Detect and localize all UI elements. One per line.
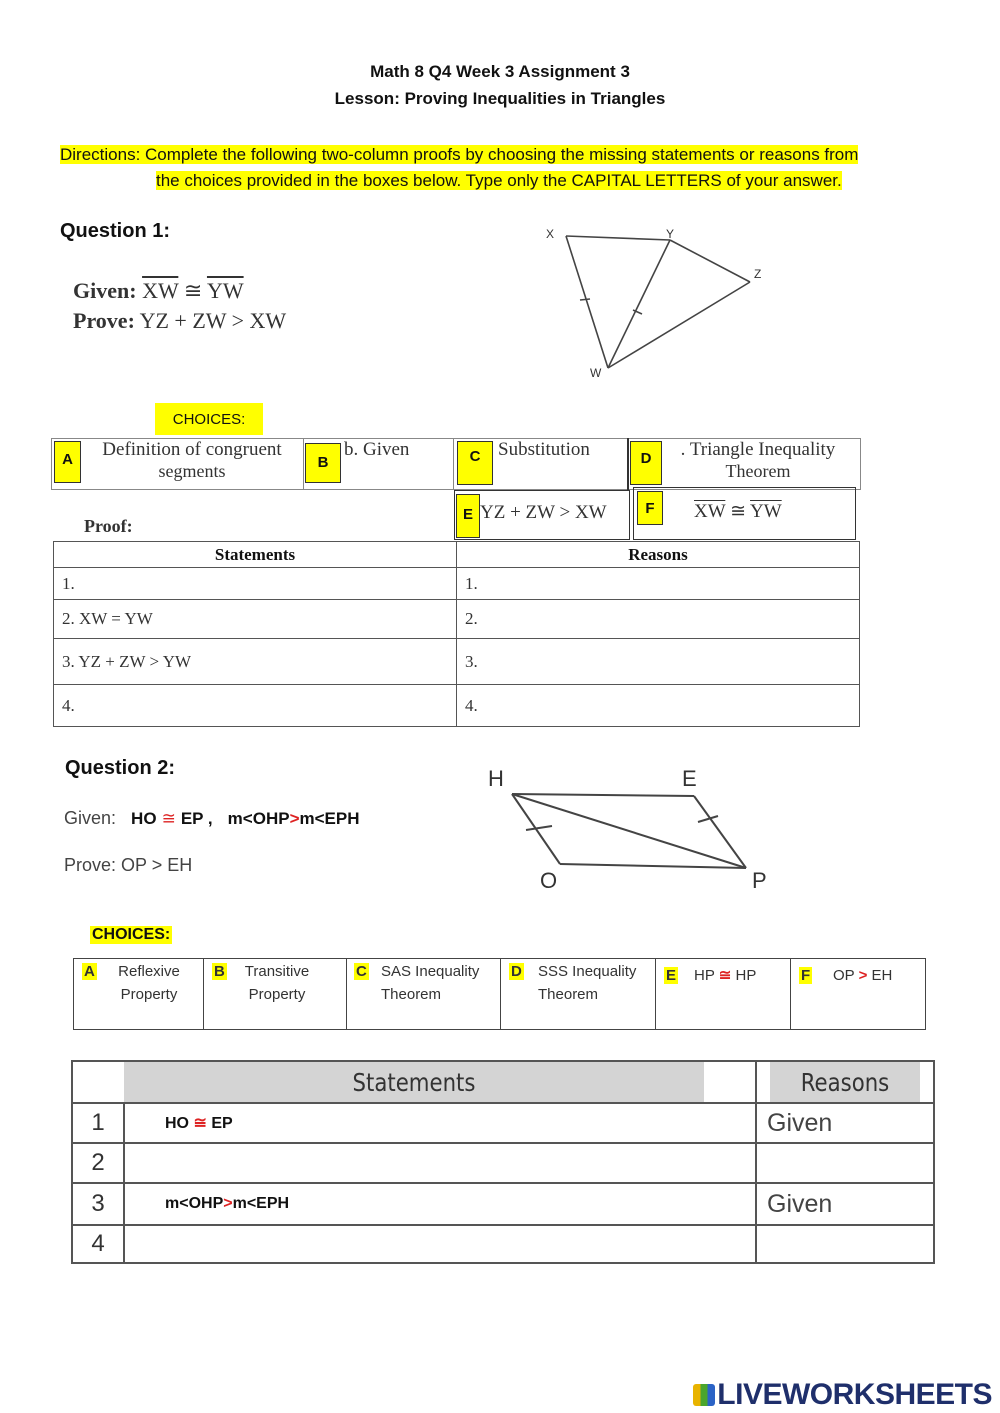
q1-choice-f-cong: ≅	[730, 501, 746, 522]
q1-prove	[73, 308, 286, 334]
q2-reason-1[interactable]: Given	[756, 1103, 934, 1143]
q1-choice-f-text	[694, 500, 782, 523]
segment-xy	[566, 236, 670, 240]
tick-mark	[580, 299, 590, 300]
worksheet-title: Math 8 Q4 Week 3 Assignment 3	[370, 62, 630, 81]
q2-statement-3-b: m<EPH	[232, 1195, 290, 1212]
q1-statement-2[interactable]: 2. XW = YW	[54, 600, 457, 639]
q2-row-number: 1	[72, 1103, 124, 1143]
q1-given-seg2: $\overline{YW}$	[206, 278, 244, 303]
q2-statement-1-op: ≅	[193, 1115, 207, 1132]
q1-given-cong: ≅	[183, 278, 203, 303]
q2-choice-a	[73, 958, 204, 1030]
q1-col-statements: Statements	[54, 542, 457, 568]
q2-statement-2[interactable]	[124, 1143, 756, 1183]
label-z: Z	[754, 267, 762, 281]
lesson-title: Lesson: Proving Inequalities in Triangles	[334, 89, 666, 108]
q1-prove-label: Prove:	[73, 308, 135, 333]
q2-choice-d-letter: D	[511, 963, 522, 980]
q1-statement-1[interactable]: 1.	[54, 568, 457, 600]
q2-choice-c-letter: C	[356, 963, 367, 980]
label-x: X	[546, 227, 555, 241]
q2-choice-a-letter: A	[84, 963, 95, 980]
q1-reason-4[interactable]: 4.	[457, 685, 860, 727]
q1-given	[73, 278, 244, 304]
segment-he	[512, 794, 694, 796]
q2-choice-f-seg1: OP	[833, 967, 855, 984]
logo-text: LIVEWORKSHEETS	[717, 1378, 992, 1411]
q2-statement-1-a: HO	[165, 1115, 189, 1132]
q1-choice-c-text: Substitution	[498, 439, 590, 460]
q1-choice-e-text: YZ + ZW > XW	[480, 502, 607, 523]
q2-quadrilateral-figure	[480, 760, 780, 900]
q1-col-reasons: Reasons	[457, 542, 860, 568]
q1-statement-4[interactable]: 4.	[54, 685, 457, 727]
q2-statement-3-a: m<OHP	[165, 1195, 224, 1212]
q2-given-p3: m<OHP	[227, 809, 290, 828]
q1-given-seg1: $\overline{XW}$	[142, 278, 179, 303]
q2-choice-c-line2: Theorem	[381, 986, 442, 1003]
segment-xw	[566, 236, 608, 368]
q2-statement-3-op: >	[223, 1195, 233, 1212]
tick-mark	[526, 826, 552, 830]
q2-choices-label: CHOICES:	[92, 926, 171, 943]
label-h: H	[488, 766, 504, 791]
q2-statement-1-b: EP	[211, 1115, 233, 1132]
segment-hp	[512, 794, 746, 868]
q2-given-p1: HO	[131, 809, 157, 828]
q2-choice-f-letter: F	[801, 967, 811, 984]
q2-choice-d-line1: SSS Inequality	[538, 963, 637, 980]
logo-icon	[693, 1384, 715, 1406]
q2-choice-e-seg2: HP	[735, 967, 757, 984]
q1-prove-stmt: YZ + ZW > XW	[139, 308, 287, 333]
q2-row-number: 3	[72, 1183, 124, 1225]
q1-given-label: Given:	[73, 278, 137, 303]
q1-reason-2[interactable]: 2.	[457, 600, 860, 639]
q1-choice-b-letter: B	[305, 443, 341, 483]
q1-choices-label: CHOICES:	[155, 403, 263, 435]
q2-given-label: Given:	[64, 808, 117, 828]
directions-line1: Directions: Complete the following two-column proofs by choosing the missing statements or reasons from	[60, 145, 859, 164]
q1-choice-d-letter: D	[630, 441, 662, 485]
q1-reason-1[interactable]: 1.	[457, 568, 860, 600]
q1-choice-d-text	[658, 439, 858, 482]
q2-statement-4[interactable]	[124, 1225, 756, 1263]
q1-statement-3[interactable]: 3. YZ + ZW > YW	[54, 639, 457, 685]
q1-choice-e-letter: E	[456, 494, 480, 538]
q2-choice-f-gt: >	[858, 967, 868, 984]
segment-po	[560, 864, 746, 868]
q2-statement-3[interactable]	[124, 1183, 756, 1225]
q2-proof-table	[71, 1060, 935, 1264]
q2-choice-c	[346, 958, 501, 1030]
q2-prove: Prove: OP > EH	[64, 855, 193, 875]
q1-reason-3[interactable]: 3.	[457, 639, 860, 685]
label-w: W	[590, 366, 602, 380]
q2-choice-d	[500, 958, 656, 1030]
q2-reason-2[interactable]	[756, 1143, 934, 1183]
q1-triangle-figure	[530, 220, 780, 390]
q2-choice-e	[655, 958, 791, 1030]
q2-choice-e-cong: ≅	[718, 967, 732, 984]
directions-line2: the choices provided in the boxes below. Type only the CAPITAL LETTERS of your answer.	[156, 171, 842, 190]
q1-choice-f-seg1: $\overline{XW}$	[694, 501, 726, 522]
liveworksheets-logo	[693, 1378, 992, 1412]
directions	[60, 142, 940, 194]
q2-choice-f-seg2: EH	[871, 967, 893, 984]
q1-choice-f-seg2: $\overline{YW}$	[750, 501, 782, 522]
segment-yz	[670, 240, 750, 282]
q2-choice-c-line1: SAS Inequality	[381, 963, 480, 980]
label-y: Y	[666, 227, 675, 241]
q2-row-number: 2	[72, 1143, 124, 1183]
q2-heading: Question 2:	[65, 757, 176, 779]
q1-choice-a-text	[83, 439, 301, 482]
q1-proof-table	[53, 541, 860, 727]
q1-choice-d-line1: . Triangle Inequality	[680, 439, 836, 460]
segment-ep	[694, 796, 746, 868]
q2-choice-b-line2: Property	[248, 986, 306, 1003]
q1-proof-label: Proof:	[84, 516, 133, 536]
q2-reason-4[interactable]	[756, 1225, 934, 1263]
q1-choice-divider	[627, 438, 629, 490]
q2-choice-e-seg1: HP	[694, 967, 715, 984]
q2-given-p4: m<EPH	[299, 809, 360, 828]
q2-given-cong: ≅	[161, 809, 176, 828]
q2-given-p2: EP ,	[180, 809, 213, 828]
q1-heading: Question 1:	[60, 220, 171, 242]
q2-choice-e-letter: E	[666, 967, 677, 984]
q2-col-reasons: Reasons	[769, 1061, 920, 1103]
q2-given-gt: >	[289, 809, 300, 828]
q2-choice-d-line2: Theorem	[538, 986, 599, 1003]
q2-choice-a-line2: Property	[120, 986, 178, 1003]
q2-choice-b-line1: Transitive	[244, 963, 310, 980]
label-o: O	[540, 868, 558, 893]
q1-choice-b-text: b. Given	[344, 439, 410, 460]
q1-choice-a-line2: segments	[158, 461, 226, 481]
q1-choice-a-letter: A	[54, 441, 81, 483]
q1-choice-f-letter: F	[637, 491, 663, 525]
q2-statement-1[interactable]	[124, 1103, 756, 1143]
label-p: P	[752, 868, 767, 893]
q2-row-number: 4	[72, 1225, 124, 1263]
q1-choice-a-line1: Definition of congruent	[102, 439, 282, 460]
q2-reason-3[interactable]: Given	[756, 1183, 934, 1225]
q2-choice-b-letter: B	[214, 963, 225, 980]
label-e: E	[682, 766, 697, 791]
q2-choice-b	[203, 958, 347, 1030]
q1-choice-c-letter: C	[457, 441, 493, 485]
q1-choice-d-line2: Theorem	[725, 461, 791, 481]
q2-col-statements: Statements	[123, 1061, 704, 1103]
q2-choice-a-line1: Reflexive	[118, 963, 180, 980]
q2-given	[64, 808, 360, 829]
q2-choice-f	[790, 958, 926, 1030]
